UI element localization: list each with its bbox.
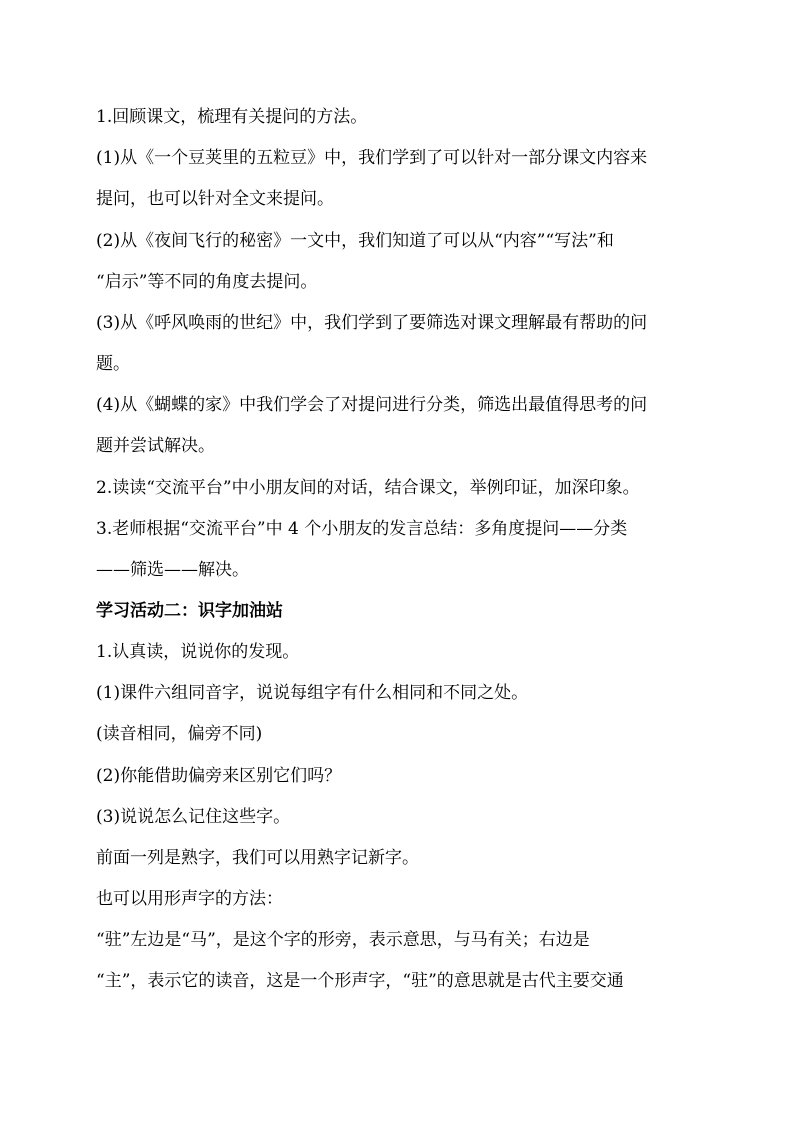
paragraph-line: 1.回顾课文，梳理有关提问的方法。 <box>96 107 368 127</box>
paragraph-line: 2.读读“交流平台”中小朋友间的对话，结合课文，举例印证，加深印象。 <box>96 478 640 498</box>
paragraph-line: 提问，也可以针对全文来提问。 <box>96 189 334 209</box>
paragraph-line: “主”，表示它的读音，这是一个形声字，“驻”的意思就是古代主要交通 <box>96 971 624 991</box>
paragraph-line: “启示”等不同的角度去提问。 <box>96 272 318 292</box>
paragraph-line: 题。 <box>96 354 130 374</box>
paragraph-line: (2)你能借助偏旁来区别它们吗？ <box>96 766 342 786</box>
paragraph-line: (1)课件六组同音字，说说每组字有什么相同和不同之处。 <box>96 683 529 703</box>
paragraph-line: (读音相同，偏旁不同) <box>96 724 263 744</box>
paragraph-line: (3)说说怎么记住这些字。 <box>96 807 291 827</box>
paragraph-line: (1)从《一个豆荚里的五粒豆》中，我们学到了可以针对一部分课文内容来 <box>96 148 648 168</box>
paragraph-line: ——筛选——解决。 <box>96 560 249 580</box>
section-heading: 学习活动二：识字加油站 <box>96 601 283 621</box>
paragraph-line: 3.老师根据“交流平台”中 4 个小朋友的发言总结：多角度提问——分类 <box>96 519 628 539</box>
paragraph-line: “驻”左边是“马”，是这个字的形旁，表示意思，与马有关；右边是 <box>96 930 590 950</box>
paragraph-line: 题并尝试解决。 <box>96 436 215 456</box>
paragraph-line: 1.认真读，说说你的发现。 <box>96 642 300 662</box>
paragraph-line: 也可以用形声字的方法： <box>96 889 283 909</box>
paragraph-line: (3)从《呼风唤雨的世纪》中，我们学到了要筛选对课文理解最有帮助的问 <box>96 313 648 333</box>
paragraph-line: 前面一列是熟字，我们可以用熟字记新字。 <box>96 848 419 868</box>
paragraph-line: (4)从《蝴蝶的家》中我们学会了对提问进行分类，筛选出最值得思考的问 <box>96 395 648 415</box>
paragraph-line: (2)从《夜间飞行的秘密》一文中，我们知道了可以从“内容”“写法”和 <box>96 231 614 251</box>
